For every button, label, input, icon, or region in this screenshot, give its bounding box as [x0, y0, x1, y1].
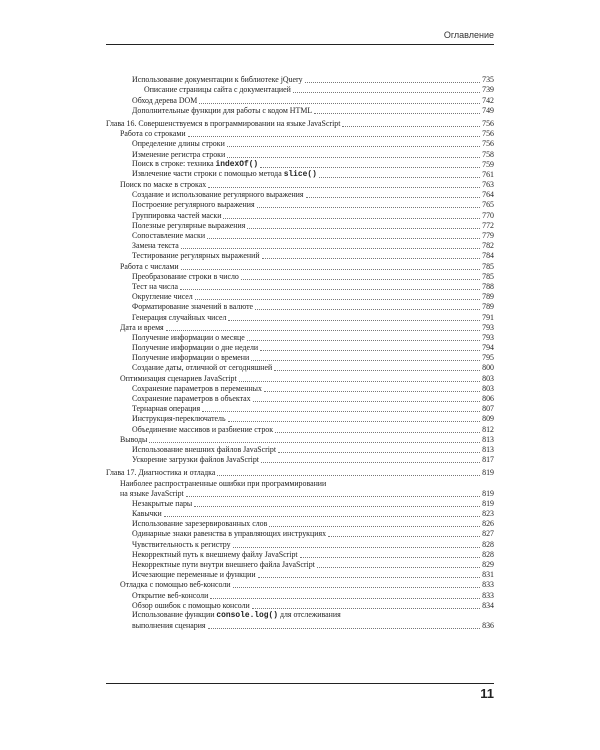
toc-subsection	[106, 312, 494, 322]
dot-leader	[255, 308, 480, 310]
toc-entry-title-text: Создание даты, отличной от сегодняшней	[132, 363, 273, 373]
toc-entry-page: 761	[482, 169, 494, 179]
dot-leader	[258, 576, 481, 578]
toc-section	[106, 489, 494, 499]
toc-entry-page: 828	[482, 539, 494, 549]
footer-rule	[106, 683, 494, 684]
toc-entry-page: 803	[482, 373, 494, 383]
toc-entry-title	[120, 262, 179, 272]
toc-entry-title-text: Работа с числами	[120, 261, 179, 271]
toc-entry-title	[132, 251, 260, 261]
toc-entry-title-text: Дополнительные функции для работы с кодом HTML	[132, 105, 313, 115]
toc-subsection	[106, 529, 494, 539]
dot-leader	[274, 369, 480, 371]
running-header: Оглавление	[443, 30, 494, 40]
toc-entry-title	[132, 75, 303, 85]
toc-entry-page: 759	[482, 159, 494, 169]
dot-leader	[208, 627, 481, 629]
toc-entry-page: 828	[482, 549, 494, 559]
toc-entry-page: 793	[482, 332, 494, 342]
dot-leader	[342, 125, 480, 127]
dot-leader	[239, 380, 480, 382]
toc-entry-title	[120, 435, 147, 445]
toc-entry-title	[132, 425, 273, 435]
toc-subsection	[106, 190, 494, 200]
toc-entry-title	[120, 180, 206, 190]
toc-entry-title-text: Использование документации к библиотеке jQuery	[132, 75, 303, 85]
toc-subsection	[106, 85, 494, 95]
dot-leader	[195, 298, 480, 300]
toc-entry-title	[120, 374, 237, 384]
toc-entry-title	[132, 272, 239, 282]
toc-entry-page: 829	[482, 560, 494, 569]
toc-entry-title	[132, 302, 253, 312]
toc-entry-page: 782	[482, 241, 494, 251]
dot-leader	[262, 257, 481, 259]
toc-entry-title	[132, 343, 258, 353]
toc-entry-title-text: Генерация случайных чисел	[132, 312, 227, 322]
toc-entry-title-text: Исчезающие переменные и функции	[132, 570, 256, 580]
dot-leader	[264, 390, 480, 392]
toc-entry-page: 800	[482, 363, 494, 373]
toc-entry-title	[132, 404, 200, 414]
toc-subsection	[106, 550, 494, 560]
toc-subsection	[106, 139, 494, 149]
dot-leader	[217, 474, 480, 476]
toc-entry-page: 763	[482, 180, 494, 190]
toc-entry-title	[132, 621, 206, 631]
header-rule	[106, 44, 494, 45]
toc-entry-page: 756	[482, 118, 494, 128]
toc-entry-page: 756	[482, 129, 494, 139]
toc-entry-title-text: Выводы	[120, 434, 148, 444]
toc-entry-page: 807	[482, 404, 494, 414]
toc-entry-title	[132, 499, 192, 509]
toc-subsection	[106, 292, 494, 302]
toc-entry-title-text: Создание и использование регулярного выражения	[132, 190, 304, 200]
toc-subsection	[106, 499, 494, 509]
toc-entry-title-text: Получение информации о времени	[132, 353, 250, 363]
dot-leader	[180, 288, 480, 290]
dot-leader	[319, 176, 480, 178]
toc-subsection	[106, 251, 494, 261]
toc-entry-title	[132, 211, 221, 221]
toc-entry-title	[132, 509, 162, 519]
toc-subsection	[106, 445, 494, 455]
dot-leader	[166, 329, 480, 331]
toc-entry-page: 735	[482, 75, 494, 85]
dot-leader	[194, 505, 480, 507]
toc-entry-code: slice()	[283, 169, 317, 179]
toc-section	[106, 435, 494, 445]
dot-leader	[269, 525, 480, 527]
toc-entry-page: 813	[482, 434, 494, 444]
toc-entry-title-text: Получение информации о месяце	[132, 332, 245, 342]
toc-entry-title-text: Тернарная операция	[132, 404, 201, 414]
toc-entry-page: 819	[482, 498, 494, 508]
dot-leader	[278, 451, 480, 453]
toc-subsection	[106, 170, 494, 180]
toc-entry-title-text: на языке JavaScript	[120, 488, 184, 498]
dot-leader	[253, 400, 481, 402]
toc-entry-title	[120, 580, 231, 590]
toc-subsection	[106, 560, 494, 570]
toc-entry-page: 742	[482, 95, 494, 105]
toc-subsection	[106, 282, 494, 292]
toc-entry-title	[132, 292, 193, 302]
dot-leader	[188, 135, 481, 137]
toc-entry-title	[132, 106, 312, 116]
toc-entry-title	[132, 353, 249, 363]
toc-entry-title	[120, 323, 164, 333]
toc-entry-page: 779	[482, 231, 494, 240]
toc-section	[106, 478, 494, 488]
toc-entry-title-text: Получение информации о дне недели	[132, 343, 259, 353]
toc-entry-title	[120, 129, 186, 139]
dot-leader	[247, 339, 480, 341]
toc-entry-page: 788	[482, 281, 494, 291]
dot-leader	[207, 237, 480, 239]
toc-entry-title-text: Глава 17. Диагностика и отладка	[106, 468, 216, 478]
toc-entry-title-text: Использование зарезервированных слов	[132, 519, 268, 529]
toc-subsection	[106, 384, 494, 394]
toc-entry-page: 749	[482, 105, 494, 115]
toc-entry-title-text: Дата и время	[120, 322, 164, 332]
toc-entry-page: 765	[482, 200, 494, 210]
toc-entry-title-text: Преобразование строки в число	[132, 271, 239, 281]
toc-subsection	[106, 106, 494, 116]
dot-leader	[314, 112, 480, 114]
toc-subsection	[106, 333, 494, 343]
toc-subsection	[106, 95, 494, 105]
toc-subsection	[106, 231, 494, 241]
toc-entry-code: indexOf()	[215, 159, 259, 169]
toc-entry-title	[132, 190, 304, 200]
dot-leader	[202, 410, 480, 412]
dot-leader	[306, 196, 481, 198]
toc-subsection	[106, 353, 494, 363]
toc-entry-title-text: Обзор ошибок с помощью консоли	[132, 600, 250, 610]
toc-entry-title-text: Сохранение параметров в переменных	[132, 383, 262, 393]
toc-entry-page: 819	[482, 468, 494, 478]
toc-subsection	[106, 394, 494, 404]
dot-leader	[228, 420, 481, 422]
dot-leader	[241, 278, 480, 280]
toc-entry-page: 806	[482, 394, 494, 403]
toc-entry-page: 826	[482, 519, 494, 529]
dot-leader	[300, 556, 481, 558]
toc-entry-title	[132, 550, 298, 560]
toc-section	[106, 261, 494, 271]
toc-entry-page: 813	[482, 444, 494, 454]
table-of-contents	[106, 75, 494, 631]
toc-entry-title	[132, 384, 262, 394]
toc-entry-title-text: Незакрытые пары	[132, 498, 193, 508]
toc-subsection	[106, 200, 494, 210]
toc-entry-title	[106, 468, 215, 478]
toc-subsection	[106, 343, 494, 353]
toc-subsection	[106, 611, 494, 621]
toc-entry-title-text: выполнения сценария	[132, 621, 206, 631]
toc-entry-page: 834	[482, 600, 494, 610]
dot-leader	[305, 81, 481, 83]
toc-entry-title-text: Округление чисел	[132, 292, 193, 302]
toc-entry-title	[132, 313, 226, 323]
toc-entry-title	[132, 540, 231, 550]
dot-leader	[233, 546, 481, 548]
toc-subsection	[106, 414, 494, 424]
toc-section	[106, 129, 494, 139]
toc-entry-page: 756	[482, 139, 494, 149]
toc-subsection	[106, 570, 494, 580]
toc-entry-title-text: Инструкция-переключатель	[132, 414, 226, 424]
toc-entry-title	[132, 231, 205, 241]
toc-entry-page: 789	[482, 292, 494, 302]
toc-entry-page: 823	[482, 509, 494, 519]
dot-leader	[261, 461, 480, 463]
dot-leader	[251, 359, 480, 361]
toc-entry-title-text: Использование внешних файлов JavaScript	[132, 444, 277, 454]
page-number: 11	[480, 686, 494, 701]
toc-entry-title-text: Извлечение части строки с помощью метода	[132, 168, 284, 178]
toc-entry-code: console.log()	[216, 610, 278, 620]
dot-leader	[181, 268, 481, 270]
toc-entry-title	[132, 591, 208, 601]
toc-entry-title-text: Использование функции	[132, 609, 217, 619]
toc-entry-page: 794	[482, 343, 494, 353]
toc-chapter	[106, 119, 494, 129]
toc-subsection	[106, 509, 494, 519]
toc-entry-title	[132, 282, 178, 292]
toc-entry-page: 833	[482, 590, 494, 600]
toc-entry-page: 739	[482, 85, 494, 95]
toc-entry-title-text: Группировка частей маски	[132, 210, 222, 220]
toc-entry-title-text: Полезные регулярные выражения	[132, 220, 246, 230]
dot-leader	[223, 217, 480, 219]
toc-entry-title-text: Отладка с помощью веб-консоли	[120, 580, 231, 590]
dot-leader	[260, 166, 480, 168]
toc-subsection	[106, 455, 494, 465]
toc-entry-page: 764	[482, 190, 494, 200]
toc-subsection	[106, 272, 494, 282]
toc-entry-title-text: Форматирование значений в валюте	[132, 302, 254, 312]
toc-section	[106, 180, 494, 190]
toc-entry-title	[132, 363, 272, 373]
toc-entry-title	[132, 610, 341, 621]
toc-entry-title-text: Замена текста	[132, 241, 179, 251]
toc-entry-title	[132, 414, 226, 424]
toc-entry-title-text: Наиболее распространенные ошибки при программировании	[120, 478, 327, 488]
toc-entry-title-text: Поиск в строке: техника	[132, 158, 216, 168]
toc-entry-page: 833	[482, 580, 494, 590]
toc-entry-page: 803	[482, 383, 494, 393]
toc-subsection	[106, 302, 494, 312]
toc-subsection	[106, 210, 494, 220]
toc-chapter	[106, 468, 494, 478]
toc-entry-title	[132, 529, 326, 539]
toc-entry-page: 812	[482, 424, 494, 434]
toc-entry-title-text: Чувствительность к регистру	[132, 539, 231, 549]
toc-entry-title-text: Сохранение параметров в объектах	[132, 394, 251, 403]
toc-entry-title	[132, 394, 251, 404]
toc-entry-page: 791	[482, 312, 494, 322]
toc-entry-title	[132, 96, 197, 106]
toc-entry-title-text: Объединение массивов и разбиение строк	[132, 424, 274, 434]
toc-subsection	[106, 590, 494, 600]
dot-leader	[199, 102, 480, 104]
toc-entry-title-text: Некорректные пути внутри внешнего файла JavaScript	[132, 560, 315, 569]
toc-entry-page: 809	[482, 414, 494, 424]
toc-subsection	[106, 424, 494, 434]
toc-entry-title	[120, 479, 326, 489]
toc-entry-page: 819	[482, 488, 494, 498]
toc-entry-title-text: для отслеживания	[277, 609, 341, 619]
toc-entry-page: 784	[482, 251, 494, 261]
toc-entry-title-text: Кавычки	[132, 509, 162, 519]
toc-entry-page: 785	[482, 261, 494, 271]
toc-entry-title-text: Ускорение загрузки файлов JavaScript	[132, 455, 259, 465]
dot-leader	[186, 495, 480, 497]
dot-leader	[208, 186, 480, 188]
toc-entry-page: 795	[482, 353, 494, 363]
dot-leader	[228, 319, 480, 321]
dot-leader	[227, 156, 480, 158]
toc-entry-title-text: Определение длины строки	[132, 139, 225, 149]
toc-subsection	[106, 519, 494, 529]
toc-entry-title-text: Построение регулярного выражения	[132, 200, 255, 210]
toc-entry-title-text: Изменение регистра строки	[132, 149, 226, 159]
dot-leader	[149, 441, 480, 443]
toc-entry-title	[132, 169, 317, 180]
toc-entry-title	[132, 221, 245, 231]
toc-entry-title-text: Одинарные знаки равенства в управляющих инструкциях	[132, 529, 327, 539]
dot-leader	[328, 535, 480, 537]
toc-entry-title	[132, 139, 225, 149]
toc-entry-title	[132, 570, 256, 580]
toc-entry-title-text: Поиск по маске в строках	[120, 180, 207, 190]
toc-entry-page: 758	[482, 149, 494, 159]
toc-entry-title-text: Оптимизация сценариев JavaScript	[120, 373, 237, 383]
toc-entry-title-text: Тестирование регулярных выражений	[132, 251, 260, 261]
toc-entry-title-text: Сопоставление маски	[132, 231, 206, 240]
toc-entry-title-text: Обход дерева DOM	[132, 95, 198, 105]
toc-entry-page: 772	[482, 220, 494, 230]
toc-entry-title	[132, 200, 255, 210]
toc-entry-page: 831	[482, 570, 494, 580]
dot-leader	[252, 607, 480, 609]
dot-leader	[317, 566, 480, 568]
toc-entry-title-text: Открытие веб-консоли	[132, 590, 209, 600]
toc-subsection	[106, 75, 494, 85]
toc-entry-title-text: Глава 16. Совершенствуемся в программировании на языке JavaScript	[106, 118, 341, 128]
toc-subsection	[106, 221, 494, 231]
toc-entry-page: 793	[482, 322, 494, 332]
toc-section	[106, 323, 494, 333]
toc-entry-title	[106, 119, 340, 129]
toc-section	[106, 373, 494, 383]
toc-subsection	[106, 621, 494, 631]
toc-entry-page: 836	[482, 621, 494, 631]
toc-entry-page: 785	[482, 271, 494, 281]
dot-leader	[257, 206, 481, 208]
toc-subsection	[106, 404, 494, 414]
dot-leader	[260, 349, 480, 351]
toc-entry-title	[132, 445, 276, 455]
toc-entry-title	[144, 85, 291, 95]
toc-section	[106, 580, 494, 590]
dot-leader	[233, 586, 481, 588]
toc-entry-title	[132, 519, 267, 529]
toc-subsection	[106, 363, 494, 373]
toc-entry-page: 827	[482, 529, 494, 539]
toc-entry-title	[132, 455, 259, 465]
toc-entry-title-text: Некорректный путь к внешнему файлу JavaScript	[132, 549, 298, 559]
dot-leader	[275, 431, 480, 433]
dot-leader	[210, 597, 480, 599]
toc-entry-page: 770	[482, 210, 494, 220]
dot-leader	[181, 247, 480, 249]
toc-entry-title	[132, 241, 179, 251]
dot-leader	[164, 515, 480, 517]
toc-entry-title	[120, 489, 184, 499]
toc-entry-title	[132, 560, 315, 570]
toc-entry-title	[132, 333, 245, 343]
toc-entry-page: 817	[482, 455, 494, 465]
toc-entry-title-text: Работа со строками	[120, 129, 186, 139]
toc-subsection	[106, 539, 494, 549]
dot-leader	[227, 145, 480, 147]
toc-entry-page: 789	[482, 302, 494, 312]
dot-leader	[247, 227, 480, 229]
toc-entry-title-text: Описание страницы сайта с документацией	[144, 85, 291, 95]
toc-subsection	[106, 241, 494, 251]
dot-leader	[293, 91, 480, 93]
toc-entry-title-text: Тест на числа	[132, 281, 178, 291]
